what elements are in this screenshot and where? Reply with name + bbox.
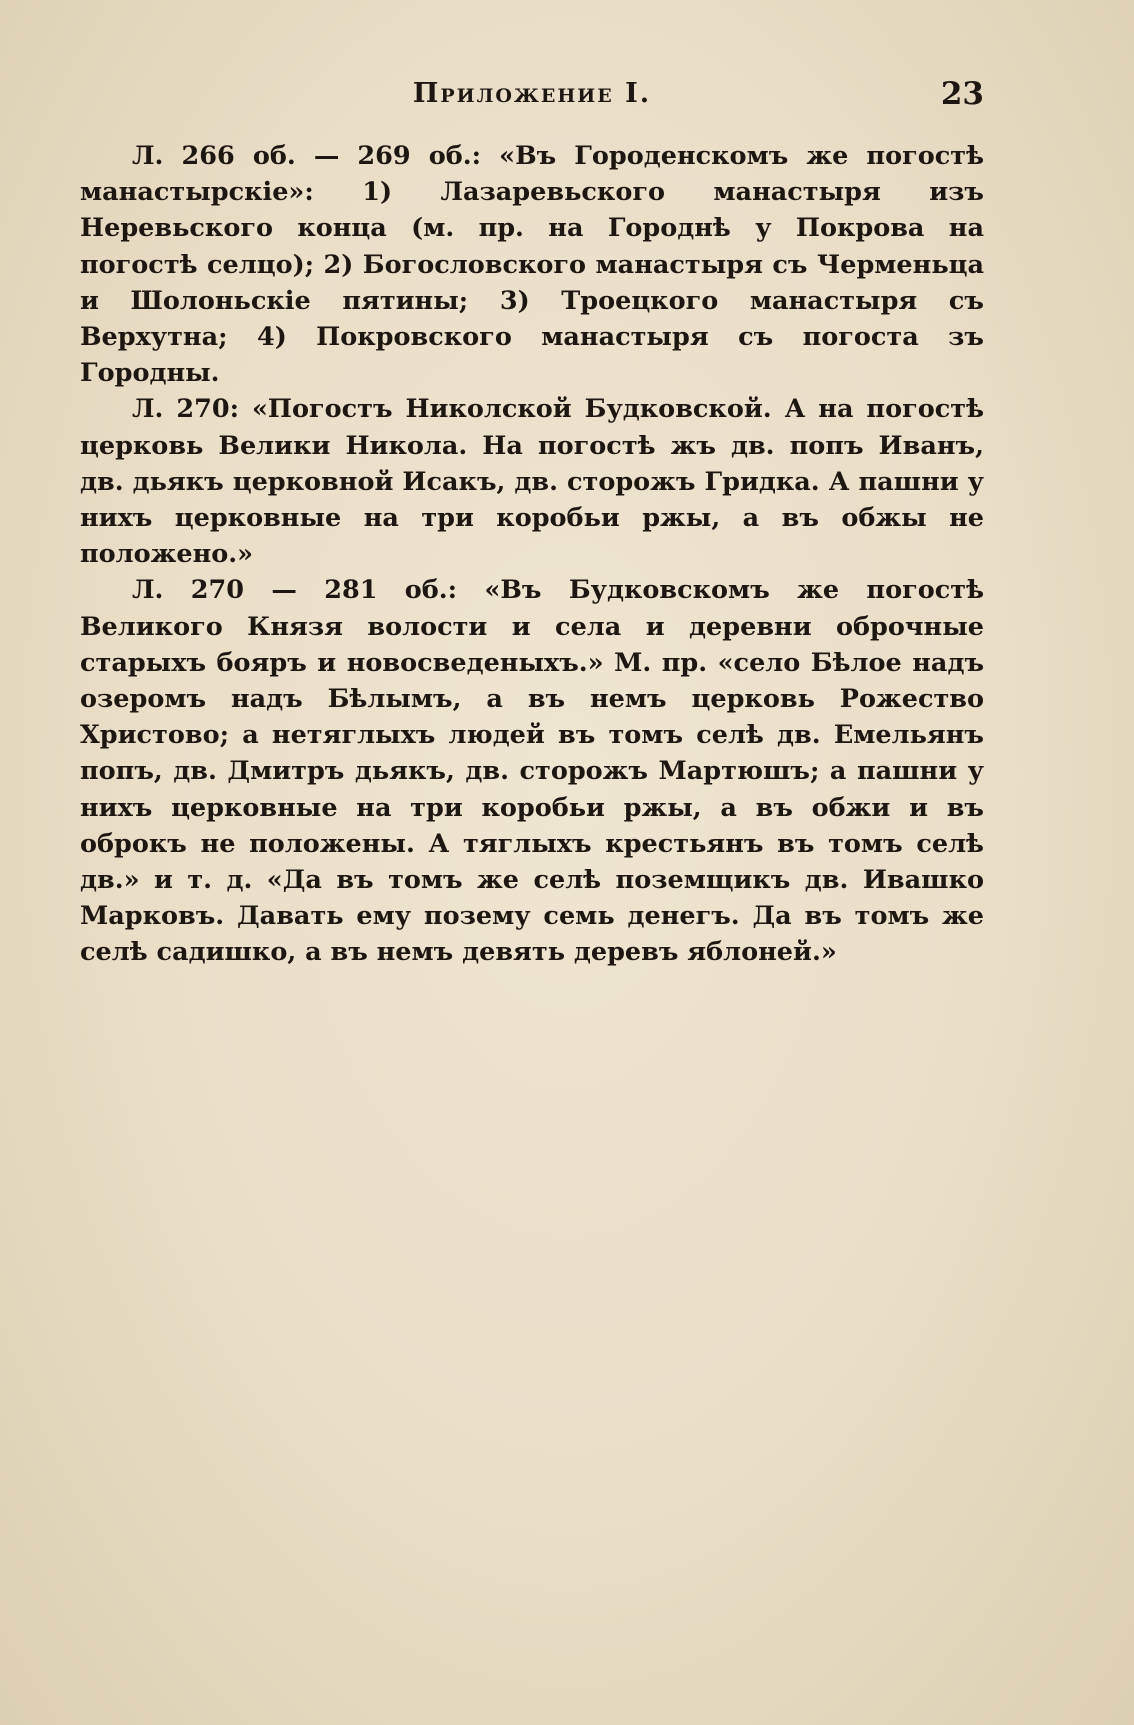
running-head: Приложение I.	[412, 78, 652, 109]
paragraph: Л. 270: «Погостъ Николской Будковской. А на погостѣ церковь Велики Никола. На погостѣ жъ дв. попъ Иванъ, дв. дьякъ церковной Исакъ, дв. сторожъ Гридка. А пашни у нихъ церковные на три коробьи ржы, а въ обжы не положено.»	[80, 394, 984, 570]
body-text	[80, 138, 984, 971]
page-header	[80, 78, 984, 118]
paragraph: Л. 266 об. — 269 об.: «Въ Городенскомъ же погостѣ манастырскіе»: 1) Лазаревьского манастыря изъ Неревьского конца (м. пр. на Городнѣ у Покрова на погостѣ селцо); 2) Богословского манастыря съ Черменьца и Шолоньскіе пятины; 3) Троецкого манастыря съ Верхутна; 4) Покровского манастыря съ погоста зъ Городны.	[80, 141, 984, 389]
paragraph: Л. 270 — 281 об.: «Въ Будковскомъ же погостѣ Великого Князя волости и села и деревни оброчные старыхъ бояръ и новосведеныхъ.» М. пр. «село Бѣлое надъ озеромъ надъ Бѣлымъ, а въ немъ церковь Рожество Христово; а нетяглыхъ людей въ томъ селѣ дв. Емельянъ попъ, дв. Дмитръ дьякъ, дв. сторожъ Мартюшъ; а пашни у нихъ церковные на три коробьи ржы, а въ обжи и въ оброкъ не положены. А тяглыхъ крестьянъ въ томъ селѣ дв.» и т. д. «Да въ томъ же селѣ поземщикъ дв. Ивашко Марковъ. Давать ему позему семь денегъ. Да въ томъ же селѣ садишко, а въ немъ девять деревъ яблоней.»	[80, 575, 984, 968]
page-number: 23	[940, 76, 984, 112]
